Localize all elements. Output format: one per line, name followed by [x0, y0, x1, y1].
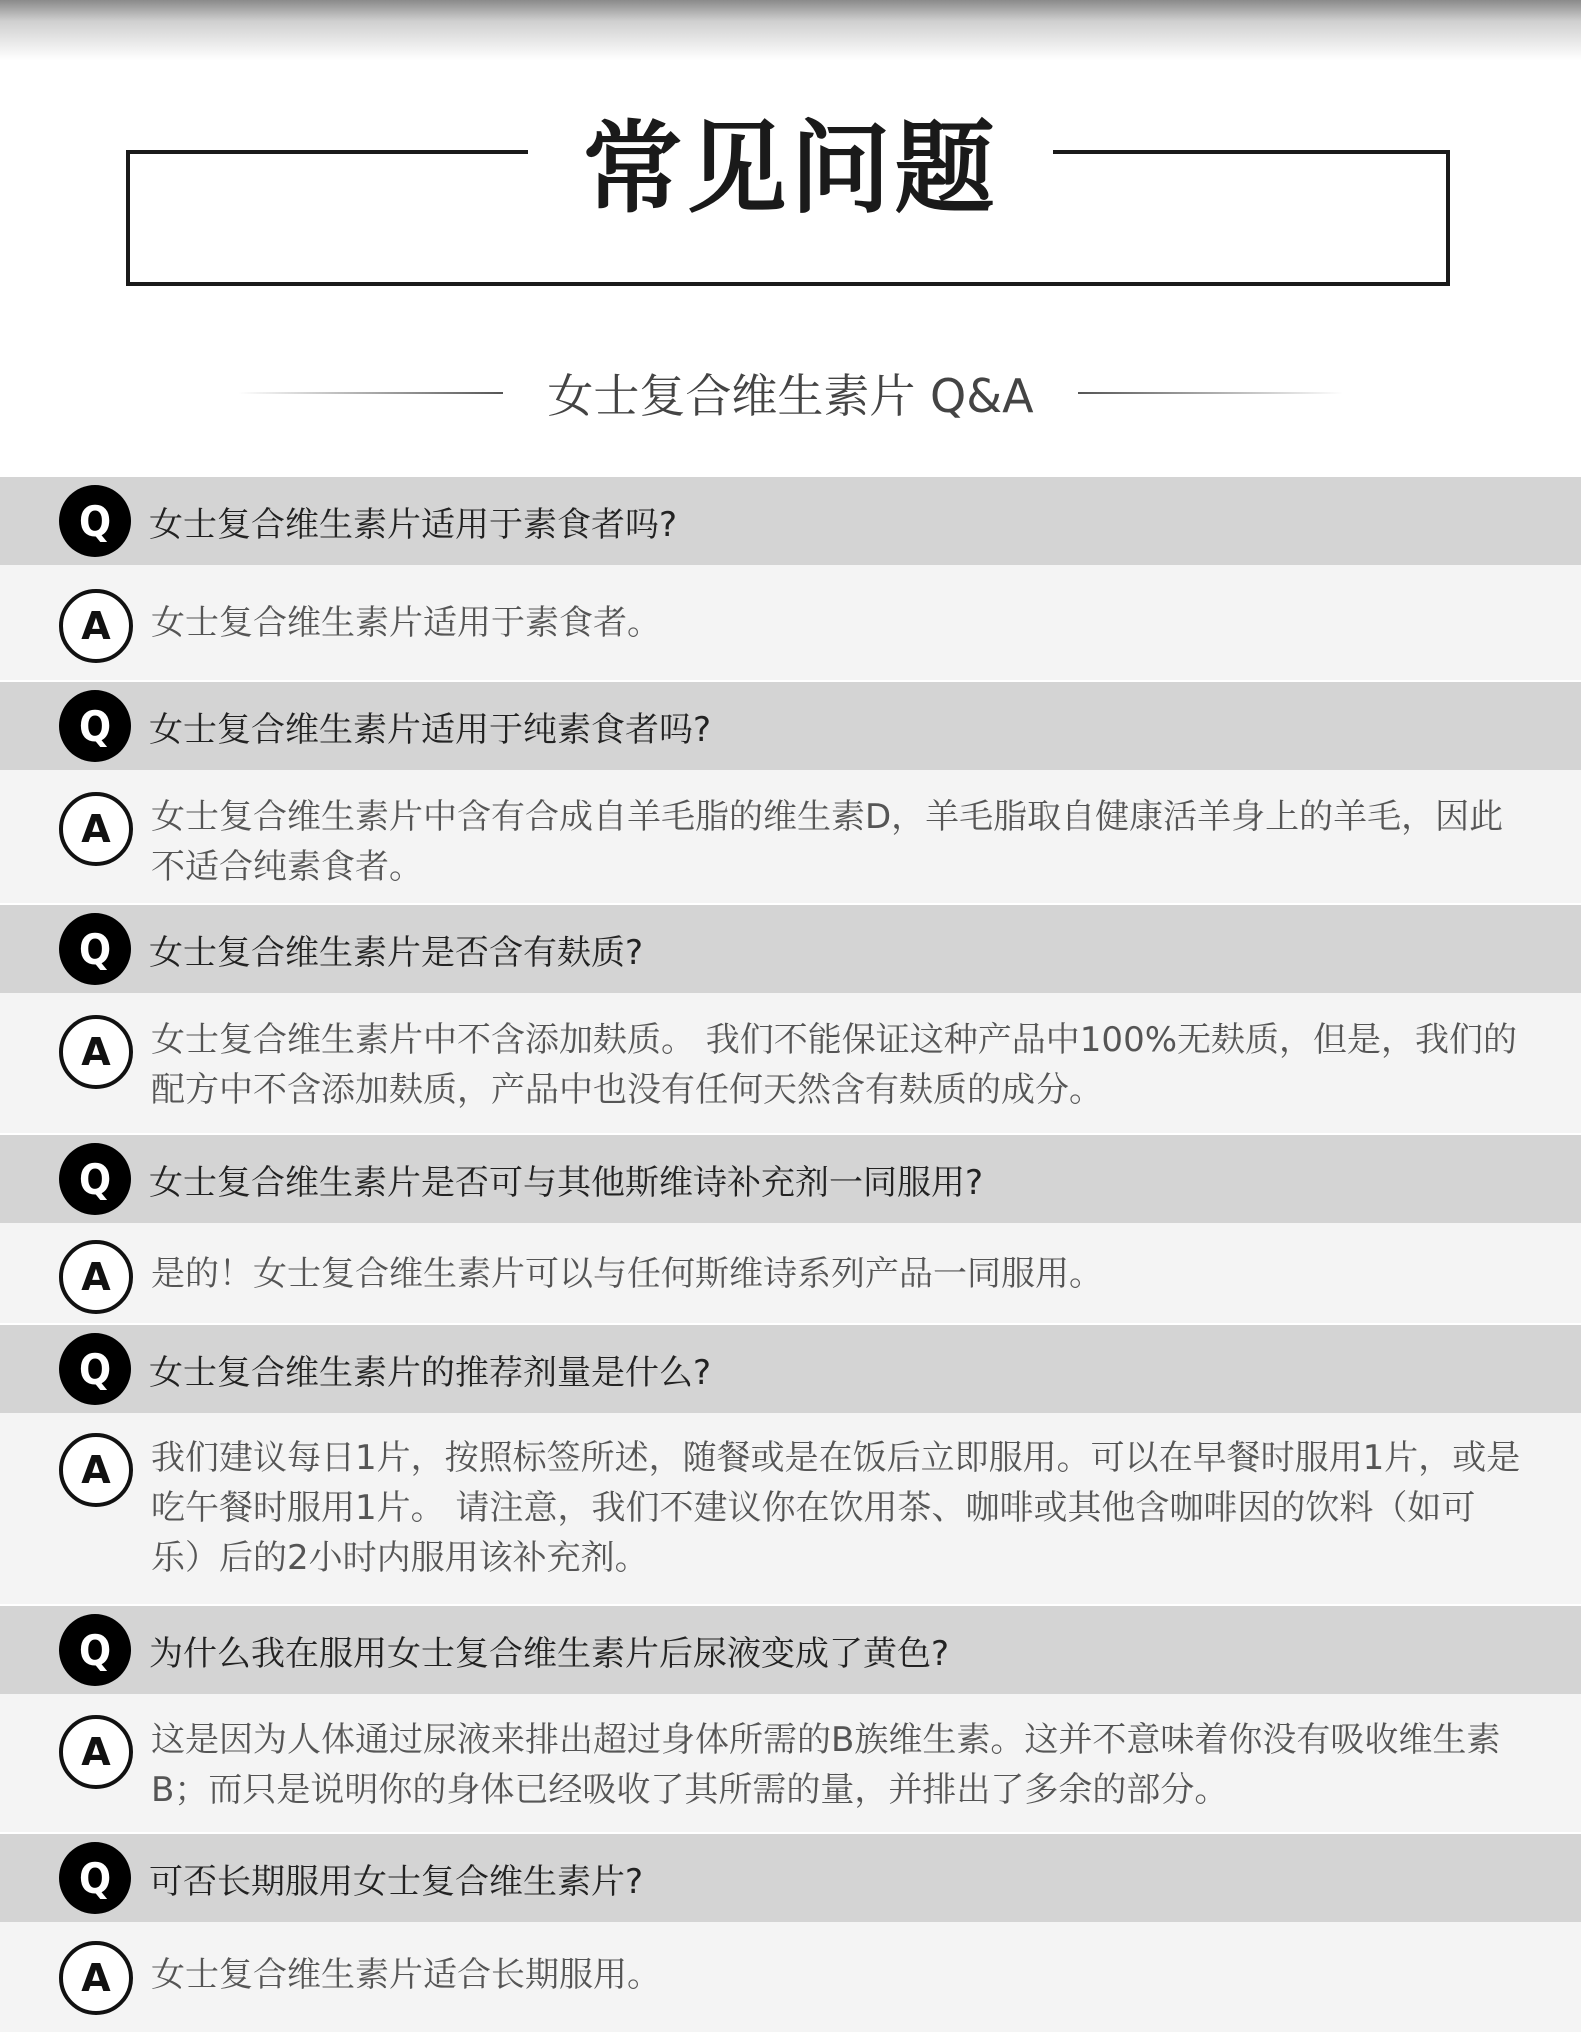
faq-answer: 是的！女士复合维生素片可以与任何斯维诗系列产品一同服用。 [151, 1254, 1103, 1294]
faq-question: 可否长期服用女士复合维生素片? [149, 1861, 644, 1902]
subtitle-row [0, 355, 1581, 431]
subtitle-divider-right [1078, 392, 1343, 394]
faq-question: 女士复合维生素片适用于素食者吗? [149, 504, 678, 545]
answer-badge-icon: A [59, 589, 133, 663]
question-badge-icon: Q [59, 690, 131, 762]
faq-answer-row [0, 993, 1581, 1135]
answer-badge-icon: A [59, 1715, 133, 1789]
answer-badge-icon: A [59, 1015, 133, 1089]
faq-answer-row [0, 1694, 1581, 1834]
faq-answer-row [0, 1922, 1581, 2032]
page-subtitle: 女士复合维生素片 Q&A [547, 369, 1034, 423]
faq-answer-row [0, 770, 1581, 905]
faq-question-row [0, 1325, 1581, 1413]
question-badge-icon: Q [59, 1842, 131, 1914]
faq-question-row [0, 682, 1581, 770]
question-badge-icon: Q [59, 1333, 131, 1405]
page-title: 常见问题 [582, 109, 999, 227]
faq-answer-row [0, 1223, 1581, 1325]
question-badge-icon: Q [59, 913, 131, 985]
faq-question-row [0, 477, 1581, 565]
question-badge-icon: Q [59, 485, 131, 557]
faq-answer: 我们建议每日1片，按照标签所述，随餐或是在饭后立即服用。可以在早餐时服用1片，或是吃午餐时服用1片。 请注意，我们不建议你在饮用茶、咖啡或其他含咖啡因的饮料（如可乐）后的2小时内服用该补充剂。 [151, 1438, 1521, 1578]
answer-badge-icon: A [59, 1240, 133, 1314]
faq-answer-row [0, 1413, 1581, 1606]
answer-badge-icon: A [59, 792, 133, 866]
faq-question: 女士复合维生素片适用于纯素食者吗? [149, 709, 712, 750]
faq-question-row [0, 905, 1581, 993]
faq-question: 女士复合维生素片的推荐剂量是什么? [149, 1352, 712, 1393]
subtitle-divider-left [238, 392, 503, 394]
faq-answer: 女士复合维生素片适合长期服用。 [151, 1955, 661, 1995]
answer-badge-icon: A [59, 1941, 133, 2015]
faq-list [0, 477, 1581, 2032]
faq-answer: 这是因为人体通过尿液来排出超过身体所需的B族维生素。这并不意味着你没有吸收维生素B；而只是说明你的身体已经吸收了其所需的量，并排出了多余的部分。 [151, 1720, 1501, 1810]
faq-answer: 女士复合维生素片适用于素食者。 [151, 603, 661, 643]
faq-answer: 女士复合维生素片中含有合成自羊毛脂的维生素D，羊毛脂取自健康活羊身上的羊毛，因此不适合纯素食者。 [151, 797, 1504, 887]
question-badge-icon: Q [59, 1143, 131, 1215]
faq-answer: 女士复合维生素片中不含添加麸质。 我们不能保证这种产品中100%无麸质，但是，我们的配方中不含添加麸质，产品中也没有任何天然含有麸质的成分。 [151, 1020, 1518, 1110]
faq-question-row [0, 1606, 1581, 1694]
faq-question-row [0, 1834, 1581, 1922]
question-badge-icon: Q [59, 1614, 131, 1686]
faq-question: 为什么我在服用女士复合维生素片后尿液变成了黄色? [149, 1633, 950, 1674]
faq-answer-row [0, 565, 1581, 682]
faq-question: 女士复合维生素片是否可与其他斯维诗补充剂一同服用? [149, 1162, 984, 1203]
answer-badge-icon: A [59, 1433, 133, 1507]
faq-question-row [0, 1135, 1581, 1223]
faq-question: 女士复合维生素片是否含有麸质? [149, 932, 644, 973]
top-shadow [0, 0, 1581, 60]
